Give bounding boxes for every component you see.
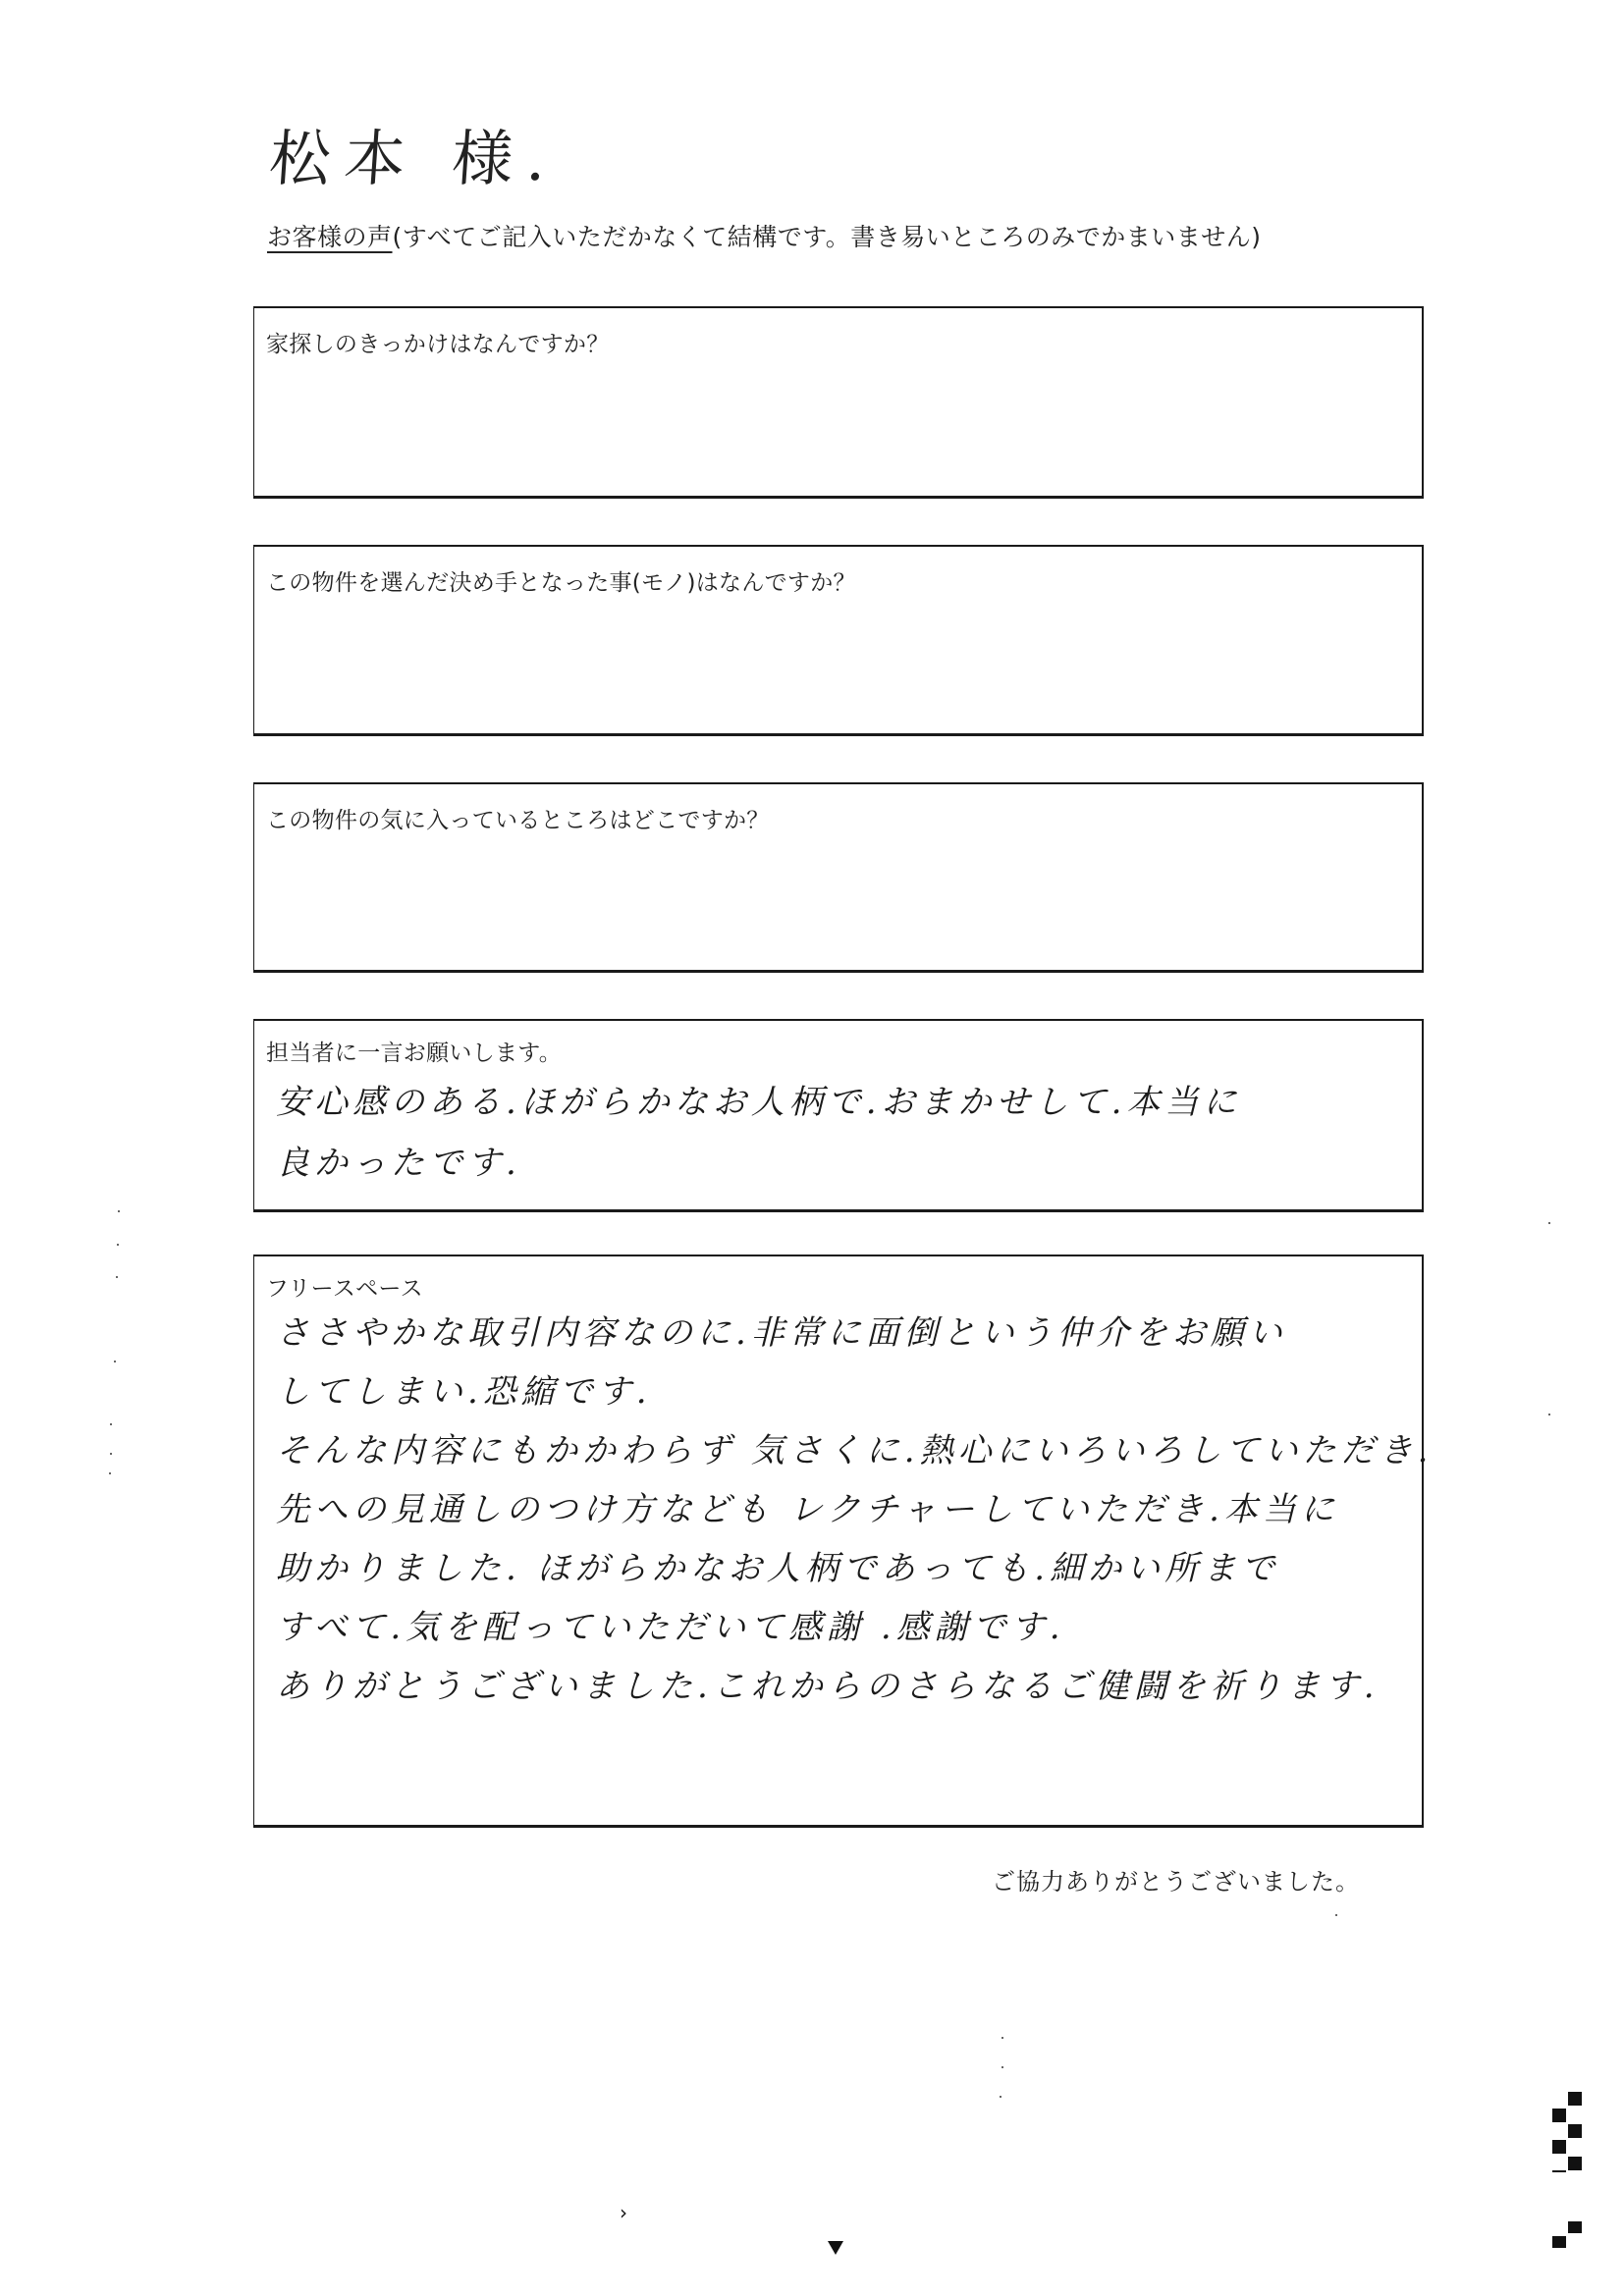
registration-mark [1568,2157,1582,2170]
answer-line: 良かったです. [276,1144,521,1183]
scan-artifact-chevron-icon: › [620,2201,627,2224]
handwritten-answer [276,1304,1434,1716]
registration-mark [1552,2109,1566,2122]
scan-noise [1548,1414,1550,1415]
answer-line: ささやかな取引内容なのに.非常に面倒という仲介をお願い [276,1313,1287,1353]
registration-mark [1552,2140,1566,2154]
answer-line: ありがとうございました.これからのさらなるご健闘を祈ります. [276,1667,1380,1706]
question-label: フリースペース [266,1276,423,1302]
question-box-favorite-point [253,782,1424,973]
registration-mark [1552,2236,1566,2248]
survey-title: お客様の声 [267,223,393,251]
scan-noise [116,1276,118,1278]
answer-line: してしまい.恐縮です. [276,1372,652,1412]
scan-artifact-triangle-icon [828,2241,843,2255]
answer-line: 先への見通しのつけ方なども レクチャーしていただき.本当に [276,1490,1339,1529]
registration-mark [1568,2092,1582,2106]
question-box-deciding-factor [253,545,1424,736]
scan-noise [1000,2096,1001,2098]
scan-noise [110,1423,112,1425]
answer-line: すべて.気を配っていただいて感謝 .感謝です. [276,1608,1065,1647]
question-label: 担当者に一言お願いします。 [266,1041,563,1066]
scan-noise [1001,2066,1003,2068]
handwritten-answer [276,1072,1414,1194]
scan-noise [109,1472,111,1474]
question-box-reason [253,306,1424,499]
question-label: 家探しのきっかけはなんですか？ [266,332,610,357]
answer-line: 安心感のある.ほがらかなお人柄で.おまかせして.本当に [276,1083,1242,1122]
scan-noise [110,1453,112,1455]
answer-line: そんな内容にもかかわらず 気さくに.熱心にいろいろしていただき. [276,1431,1434,1470]
survey-note: (すべてご記入いただかなくて結構です。書き易いところのみでかまいません) [392,223,1262,251]
question-box-staff-comment [253,1019,1424,1212]
scan-noise [1001,2037,1003,2039]
registration-mark [1552,2170,1566,2172]
closing-thanks: ご協力ありがとうございました。 [992,1868,1360,1896]
scan-noise [117,1244,119,1246]
recipient-name: 松本 様. [267,123,563,194]
scan-noise [118,1210,120,1212]
scan-noise [1548,1222,1550,1224]
answer-line: 助かりました. ほがらかなお人柄であっても.細かい所まで [276,1549,1280,1588]
scan-noise [114,1361,116,1362]
scan-noise [1335,1914,1337,1916]
question-label: この物件の気に入っているところはどこですか？ [266,808,770,833]
registration-mark [1568,2124,1582,2138]
registration-mark [1568,2221,1582,2233]
question-label: この物件を選んだ決め手となった事(モノ)はなんですか？ [266,570,856,596]
survey-intro [267,218,1262,253]
question-box-free-space [253,1255,1434,1828]
